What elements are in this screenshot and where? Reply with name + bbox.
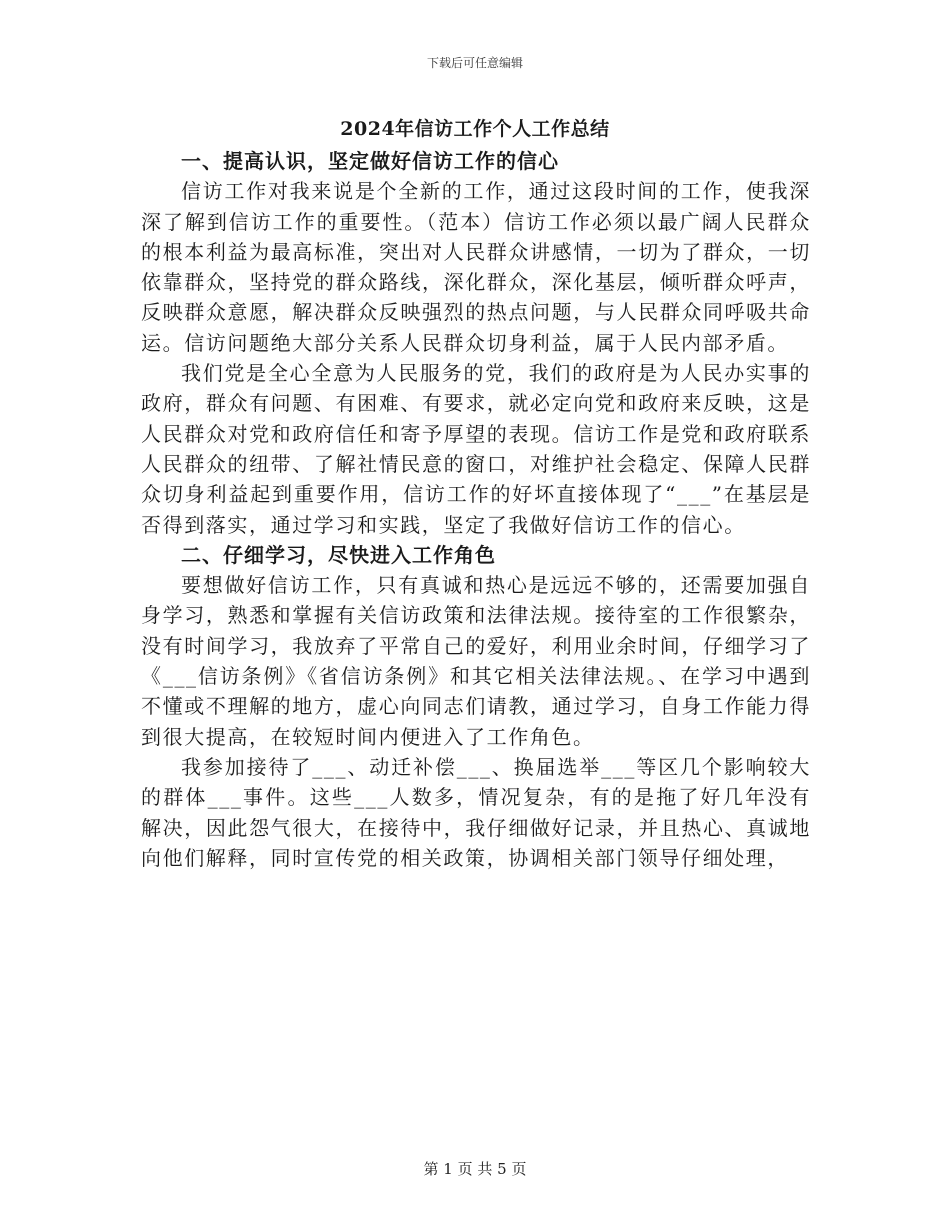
paragraph: 我们党是全心全意为人民服务的党，我们的政府是为人民办实事的政府，群众有问题、有困难、有要求，就必定向党和政府来反映，这是人民群众对党和政府信任和寄予厚望的表现。信访工作是党和政府联系人民群众的纽带、了解社情民意的窗口，对维护社会稳定、保障人民群众切身利益起到重要作用，信访工作的好坏直接体现了“___”在基层是否得到落实，通过学习和实践，坚定了我做好信访工作的信心。 (141, 361, 811, 537)
document-title: 2024年信访工作个人工作总结 (340, 118, 610, 140)
paragraph: 信访工作对我来说是个全新的工作，通过这段时间的工作，使我深深了解到信访工作的重要性。（范本）信访工作必须以最广阔人民群众的根本利益为最高标准，突出对人民群众讲感情，一切为了群众，一切依靠群众，坚持党的群众路线，深化群众，深化基层，倾听群众呼声，反映群众意愿，解决群众反映强烈的热点问题，与人民群众同呼吸共命运。信访问题绝大部分关系人民群众切身利益，属于人民内部矛盾。 (141, 179, 811, 355)
paragraph: 要想做好信访工作，只有真诚和热心是远远不够的，还需要加强自身学习，熟悉和掌握有关信访政策和法律法规。接待室的工作很繁杂，没有时间学习，我放弃了平常自己的爱好，利用业余时间，仔细学习了《___信访条例》《省信访条例》和其它相关法律法规。、在学习中遇到不懂或不理解的地方，虚心向同志们请教，通过学习，自身工作能力得到很大提高，在较短时间内便进入了工作角色。 (141, 573, 811, 749)
paragraph: 我参加接待了___、动迁补偿___、换届选举___等区几个影响较大的群体___事件。这些___人数多，情况复杂，有的是拖了好几年没有解决，因此怨气很大，在接待中，我仔细做好记录，并且热心、真诚地向他们解释，同时宣传党的相关政策，协调相关部门领导仔细处理， (141, 754, 811, 870)
document-body (141, 146, 811, 873)
header-note: 下载后可任意编辑 (426, 56, 523, 70)
section-heading-1: 一、提高认识，坚定做好信访工作的信心 (181, 149, 559, 173)
section-heading-2: 二、仔细学习，尽快进入工作角色 (181, 542, 496, 567)
page-number: 第 1 页 共 5 页 (423, 1160, 527, 1178)
